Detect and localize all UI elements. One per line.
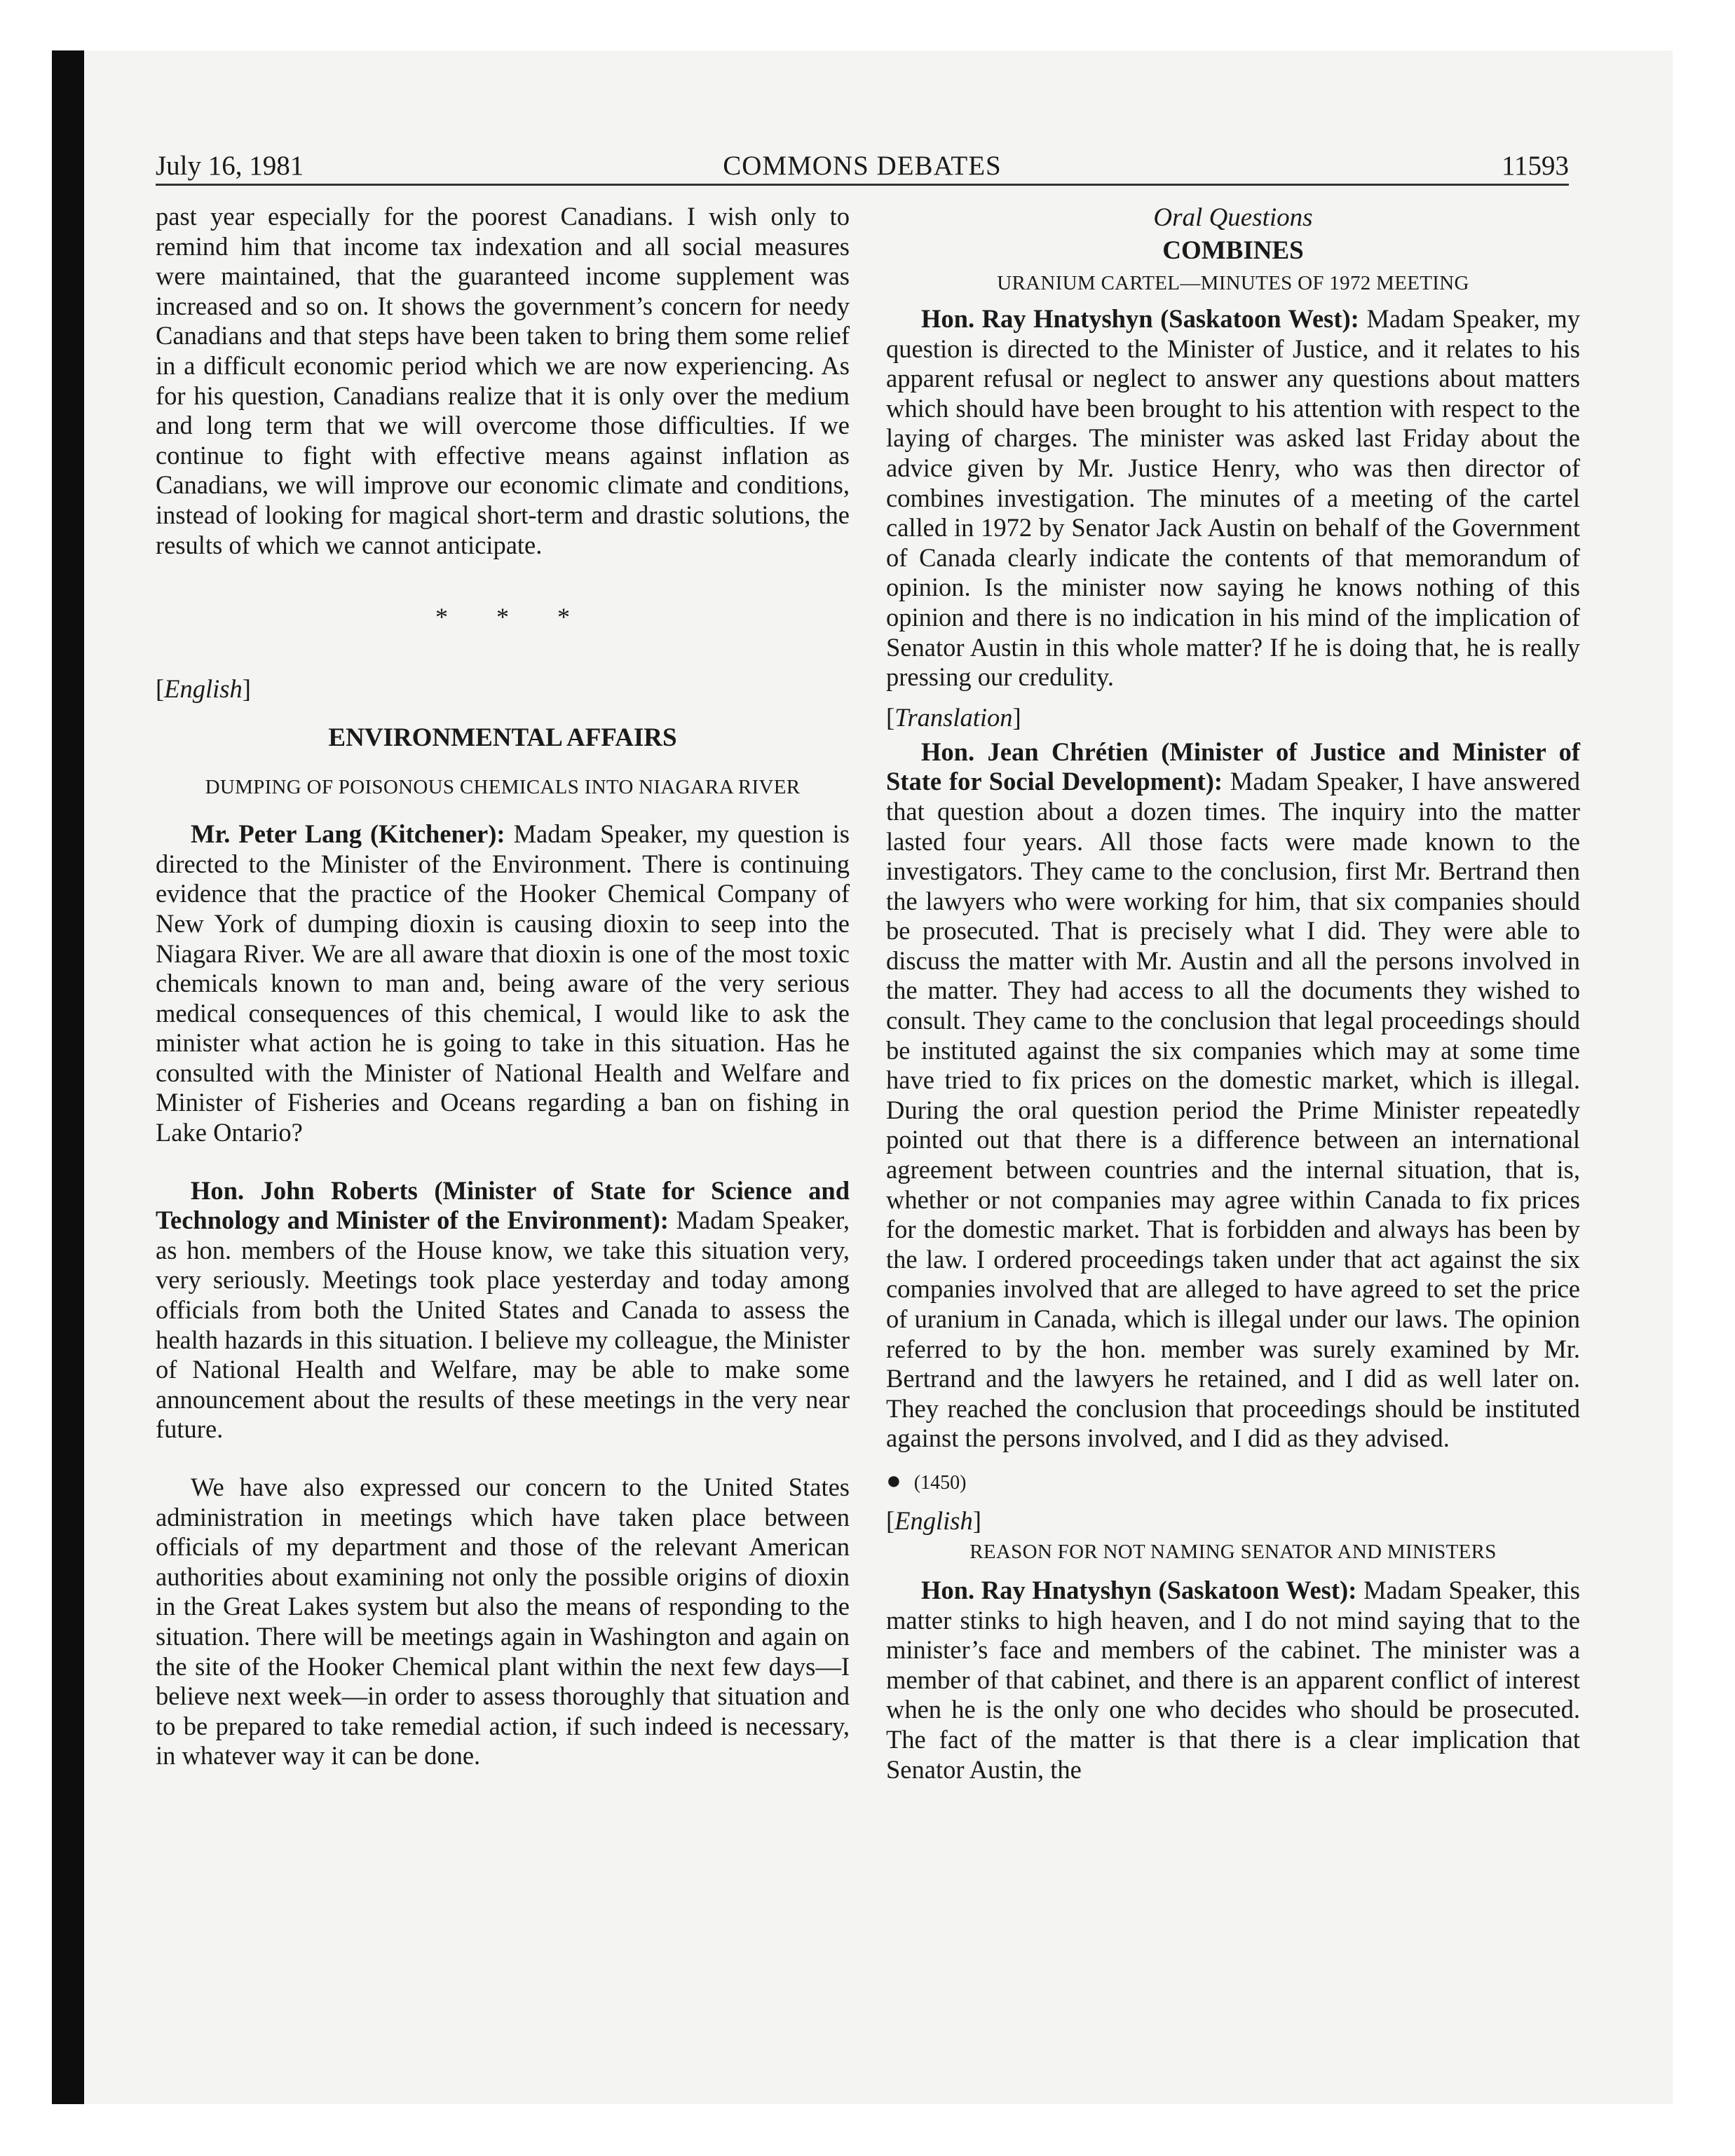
section-break: * * *: [435, 603, 591, 632]
speech-text: Madam Speaker, this matter stinks to high heaven, and I do not mind saying that to the minister’s face and members of the cabinet. The minister was a member of that cabinet, and there is an apparent conflict of interest when he is the only one who decides who should be prosecuted. The fact of the matter is that there is a clear implication that Senator Austin, the: [886, 1575, 1581, 1784]
bullet-icon: ●: [886, 1466, 901, 1494]
time-marker: [886, 1465, 1580, 1499]
language-marker: [Translation]: [886, 702, 1021, 732]
language-label: English: [894, 1506, 973, 1535]
speech: [886, 304, 1580, 692]
paragraph: We have also expressed our concern to the United States administration in meetings which have taken place between officials of my department and those of the relevant American authorities about examining not only the possible origins of dioxin in the Great Lakes system but also the means of responding to the situation. There will be meetings again in Washington and again on the site of the Hooker Chemical plant within the next few days—I believe next week—in order to assess thoroughly that situation and to be prepared to take remedial action, if such indeed is necessary, in whatever way it can be done.: [156, 1473, 850, 1770]
section-heading: COMBINES: [1162, 236, 1304, 265]
subheading: REASON FOR NOT NAMING SENATOR AND MINISTERS: [969, 1540, 1497, 1563]
scan-edge: [52, 50, 84, 2104]
page-number: 11593: [1501, 151, 1569, 181]
subheading: DUMPING OF POISONOUS CHEMICALS INTO NIAGARA RIVER: [205, 776, 801, 799]
section-heading: ENVIRONMENTAL AFFAIRS: [328, 723, 677, 753]
language-marker: [English]: [886, 1506, 981, 1535]
speech-text: Madam Speaker, I have answered that question about a dozen times. The inquiry into the matter lasted four years. All those facts were made known to the investigators. They came to the conclusion, first Mr. Bertrand then the lawyers who were working for him, that six companies should be prosecuted. That is precisely what I did. They were able to discuss the matter with Mr. Austin and all the persons involved in the matter. They had access to all the documents they wished to consult. They came to the conclusion that legal proceedings should be instituted against the six companies which may at some time have tried to fix prices on the domestic market, which is illegal. During the oral question period the Prime Minister repeatedly pointed out that there is a difference between an international agreement between countries and the internal situation, that is, whether or not companies may agree within Canada to fix prices for the domestic market. That is forbidden and always has been by the law. I ordered proceedings taken under that act against the six companies involved that are alleged to have agreed to set the price of uranium in Canada, which is illegal under our laws. The opinion referred to by the hon. member was surely examined by Mr. Bertrand and the lawyers he retained, and I did as well later on. They reached the conclusion that proceedings should be instituted against the persons involved, and I did as they advised.: [886, 767, 1580, 1453]
speech: [156, 1176, 850, 1445]
language-label: English: [164, 674, 243, 704]
speech: [886, 1576, 1580, 1785]
header-date: July 16, 1981: [156, 151, 304, 181]
header-title: COMMONS DEBATES: [723, 151, 1002, 181]
left-column: [156, 202, 850, 1771]
language-label: Translation: [894, 702, 1013, 732]
language-marker: [English]: [156, 674, 251, 704]
time-stamp: (1450): [913, 1471, 967, 1494]
speech-text: Madam Speaker, my question is directed to the Minister of the Environment. There is continuing evidence that the practice of the Hooker Chemical Company of New York of dumping dioxin is causing dioxin to seep into the Niagara River. We are all aware that dioxin is one of the most toxic chemicals known to man and, being aware of the very serious medical consequences of this chemical, I would like to ask the minister what action he is going to take in this situation. Has he consulted with the Minister of National Health and Welfare and Minister of Fisheries and Oceans regarding a ban on fishing in Lake Ontario?: [156, 819, 850, 1147]
subheading: URANIUM CARTEL—MINUTES OF 1972 MEETING: [997, 272, 1469, 294]
speech: [886, 737, 1580, 1454]
speech: [156, 819, 850, 1148]
speaker-name: Hon. John Roberts (Minister of State for Science and Technology and Minister of the Environment):: [156, 1175, 850, 1235]
running-header: [156, 149, 1569, 186]
speaker-name: Hon. Ray Hnatyshyn (Saskatoon West):: [921, 1575, 1357, 1604]
section-label: Oral Questions: [1153, 203, 1313, 232]
speaker-name: Mr. Peter Lang (Kitchener):: [191, 819, 505, 849]
speaker-name: Hon. Ray Hnatyshyn (Saskatoon West):: [921, 304, 1359, 333]
speaker-name: Hon. Jean Chrétien (Minister of Justice and Minister of State for Social Development):: [886, 737, 1580, 796]
speech-text: Madam Speaker, as hon. members of the House know, we take this situation very, very seriously. Meetings took place yesterday and today among officials from both the United States and Canada to assess the health hazards in this situation. I believe my colleague, the Minister of National Health and Welfare, may be able to make some announcement about the results of these meetings in the very near future.: [156, 1206, 850, 1444]
paragraph: past year especially for the poorest Canadians. I wish only to remind him that income tax indexation and all social measures were maintained, that the guaranteed income supplement was increased and so on. It shows the government’s concern for needy Canadians and that steps have been taken to bring them some relief in a difficult economic period which we are now experiencing. As for his question, Canadians realize that it is only over the medium and long term that we will overcome those difficulties. If we continue to fight with effective means against inflation as Canadians, we will improve our economic climate and conditions, instead of looking for magical short-term and drastic solutions, the results of which we cannot anticipate.: [156, 202, 850, 559]
right-column: [886, 202, 1580, 1785]
speech-text: Madam Speaker, my question is directed to the Minister of Justice, and it relates to his apparent refusal or neglect to answer any questions about matters which should have been brought to his attention with respect to the laying of charges. The minister was asked last Friday about the advice given by Mr. Justice Henry, who was then director of combines investigation. The minutes of a meeting of the cartel called in 1972 by Senator Jack Austin on behalf of the Government of Canada clearly indicate the contents of that memorandum of opinion. Is the minister now saying he knows nothing of this opinion and there is no indication in his mind of the implication of Senator Austin in this whole matter? If he is doing that, he is really pressing our credulity.: [886, 304, 1581, 692]
